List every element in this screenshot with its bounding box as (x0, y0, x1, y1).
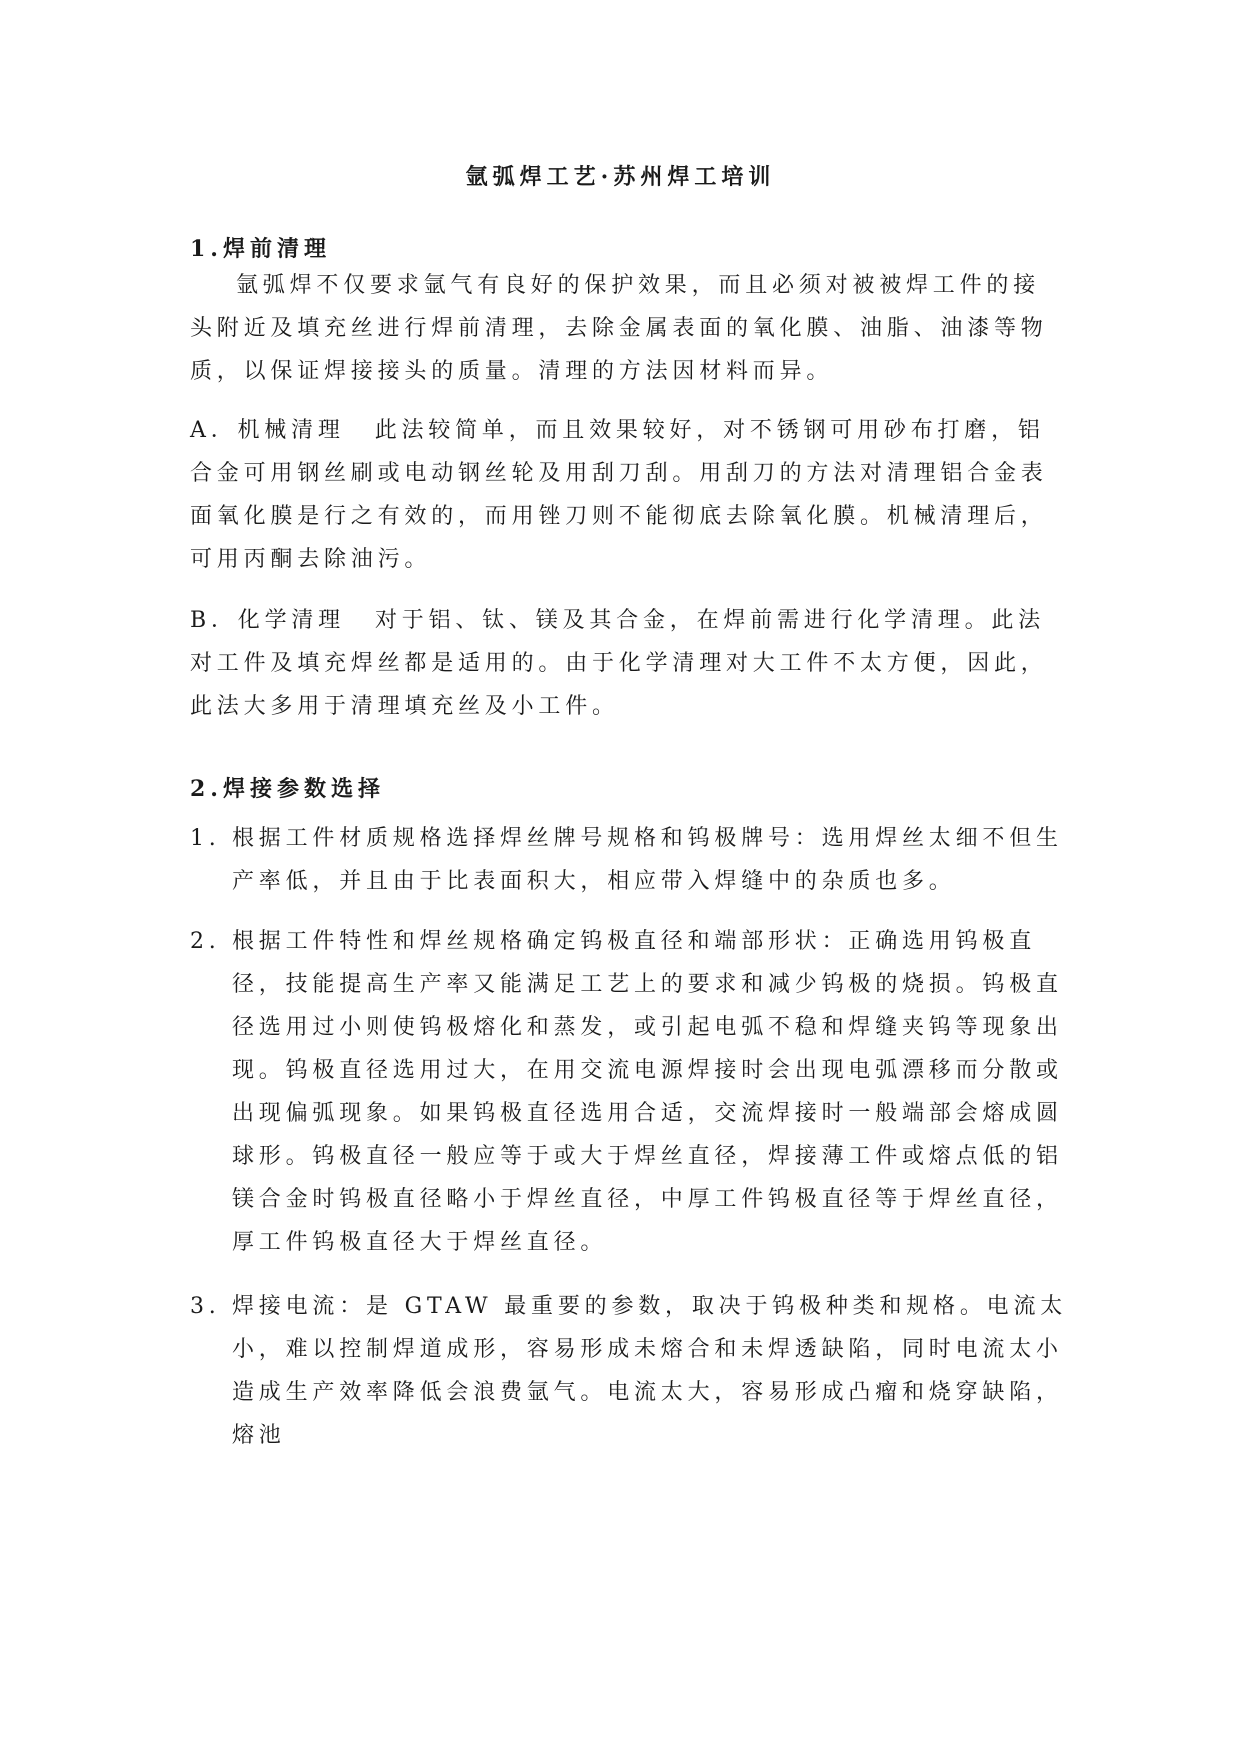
list-item (190, 1285, 1070, 1457)
list-item-number: 3. (190, 1294, 221, 1319)
paragraph-chemical-cleaning (190, 599, 1060, 728)
list-item-text: 根据工件特性和焊丝规格确定钨极直径和端部形状：正确选用钨极直径，技能提高生产率又能满足工艺上的要求和减少钨极的烧损。钨极直径选用过小则使钨极熔化和蒸发，或引起电弧不稳和焊缝夹钨等现象出现。钨极直径选用过大，在用交流电源焊接时会出现电弧漂移而分散或出现偏弧现象。如果钨极直径选用合适，交流焊接时一般端部会熔成圆球形。钨极直径一般应等于或大于焊丝直径，焊接薄工件或熔点低的铝镁合金时钨极直径略小于焊丝直径，中厚工件钨极直径等于焊丝直径，厚工件钨极直径大于焊丝直径。 (232, 929, 1063, 1255)
paragraph-intro (190, 264, 1060, 393)
paragraph-intro-text: 氩弧焊不仅要求氩气有良好的保护效果，而且必须对被被焊工件的接头附近及填充丝进行焊前清理，去除金属表面的氧化膜、油脂、油漆等物质，以保证焊接接头的质量。清理的方法因材料而异。 (190, 273, 1048, 384)
chemical-cleaning-label: B．化学清理 (190, 608, 345, 633)
list-item (190, 920, 1070, 1264)
list-item-number: 2. (190, 929, 221, 954)
section-heading-cleaning: 1.焊前清理 (190, 236, 331, 262)
mechanical-cleaning-label: A．机械清理 (190, 418, 345, 443)
list-item-number: 1. (190, 826, 221, 851)
document-title: 氩弧焊工艺·苏州焊工培训 (465, 164, 776, 190)
chemical-cleaning-text: 对于铝、钛、镁及其合金，在焊前需进行化学清理。此法对工件及填充焊丝都是适用的。由于化学清理对大工件不太方便，因此，此法大多用于清理填充丝及小工件。 (190, 608, 1048, 719)
paragraph-mechanical-cleaning (190, 409, 1060, 581)
list-item (190, 817, 1070, 903)
mechanical-cleaning-text: 此法较简单，而且效果较好，对不锈钢可用砂布打磨，铝合金可用钢丝刷或电动钢丝轮及用刮刀刮。用刮刀的方法对清理铝合金表面氧化膜是行之有效的，而用锉刀则不能彻底去除氧化膜。机械清理后，可用丙酮去除油污。 (190, 418, 1048, 572)
list-item-text: 焊接电流：是 GTAW 最重要的参数，取决于钨极种类和规格。电流太小，难以控制焊道成形，容易形成未熔合和未焊透缺陷，同时电流太小造成生产效率降低会浪费氩气。电流太大，容易形成凸瘤和烧穿缺陷，熔池 (232, 1294, 1068, 1448)
list-item-text: 根据工件材质规格选择焊丝牌号规格和钨极牌号：选用焊丝太细不但生产率低，并且由于比表面积大，相应带入焊缝中的杂质也多。 (232, 826, 1063, 894)
section-heading-parameters: 2.焊接参数选择 (190, 776, 385, 802)
